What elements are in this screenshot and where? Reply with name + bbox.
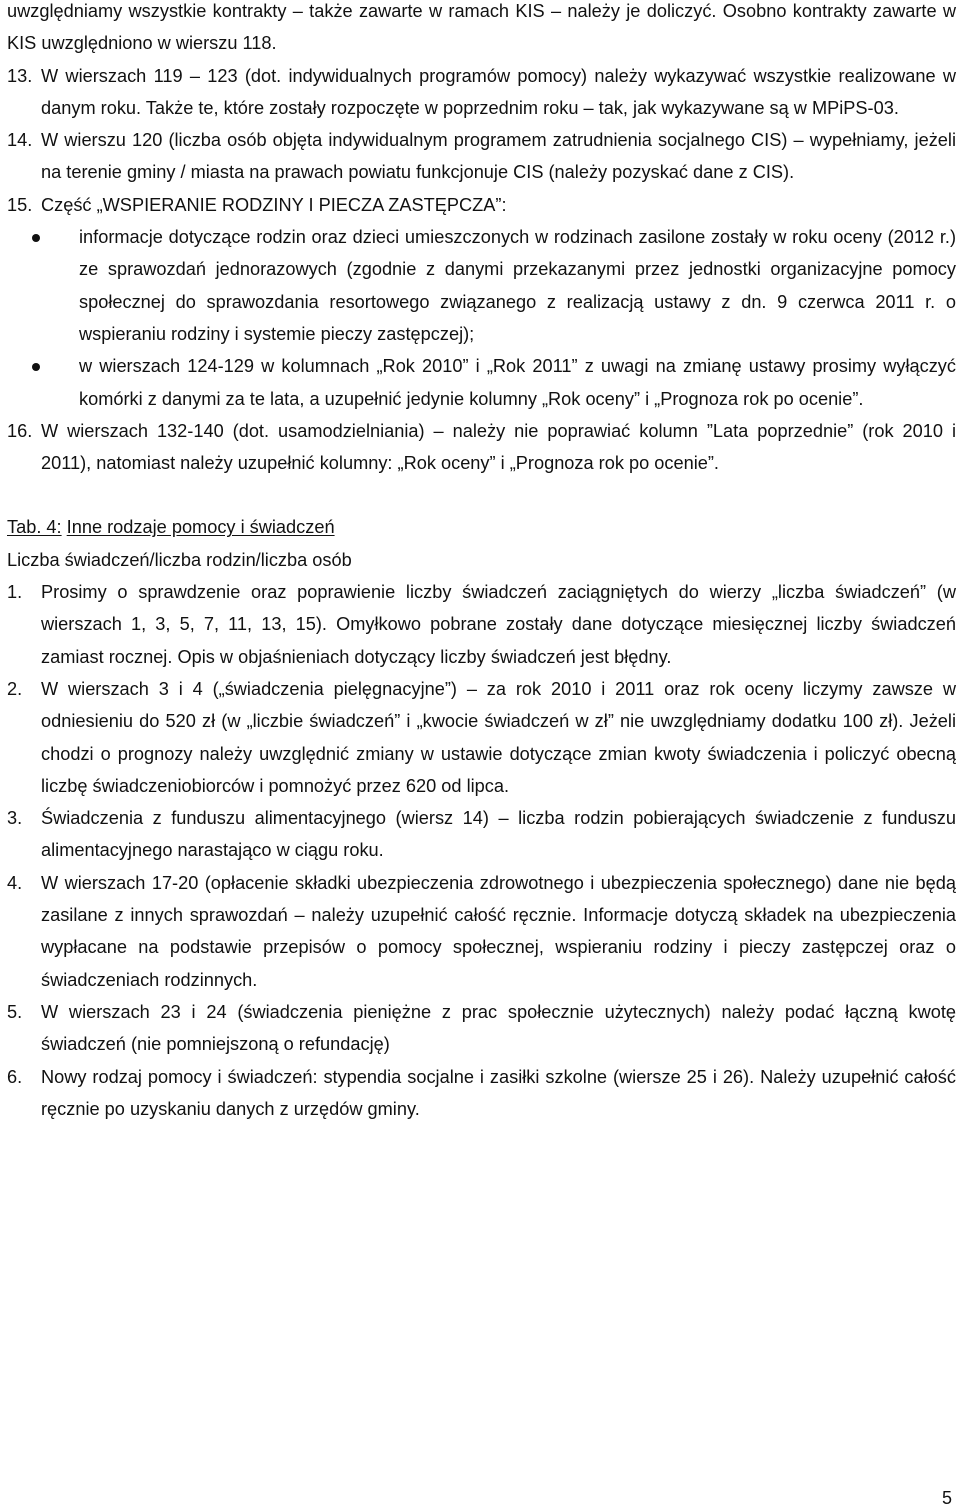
list-number: 1. <box>7 582 23 603</box>
list-number: 5. <box>7 1001 23 1022</box>
table-heading-title: Inne rodzaje pomocy i świadczeń <box>66 517 335 538</box>
list-number: 2. <box>7 678 23 699</box>
continuation-paragraph: uwzględniamy wszystkie kontrakty – także zawarte w ramach KIS – należy je doliczyć. Osobno kontrakty zawarte w KIS uwzględniono w wierszu 118. <box>7 1 956 54</box>
list-item-13 <box>7 60 956 125</box>
document-body <box>7 0 956 1125</box>
bullet-icon <box>32 363 40 371</box>
subheading: Liczba świadczeń/liczba rodzin/liczba osób <box>7 549 352 570</box>
list-text: W wierszu 120 (liczba osób objęta indywidualnym programem zatrudnienia socjalnego CIS) – wypełniamy, jeżeli na terenie gminy / miasta na prawach powiatu funkcjonuje CIS (należy pozyskać dane z CIS). <box>41 130 956 183</box>
page-number: 5 <box>941 1488 952 1508</box>
list-text: W wierszach 3 i 4 („świadczenia pielęgnacyjne”) – za rok 2010 i 2011 oraz rok oceny liczymy zawsze w odniesieniu do 520 zł (w „liczbie świadczeń” i „kwocie świadczeń w zł” nie uwzględniamy dodatku 100 zł). Jeżeli chodzi o prognozy należy uwzględnić zmiany w ustawie dotyczące zmian kwoty świadczenia i policzyć obecną liczbę świadczeniobiorców i pomnożyć przez 620 od lipca. <box>41 678 956 796</box>
list-text: W wierszach 119 – 123 (dot. indywidualnych programów pomocy) należy wykazywać wszystkie realizowane w danym roku. Także te, które zostały rozpoczęte w poprzednim roku – tak, jak wykazywane są w MPiPS-03. <box>41 65 956 118</box>
bullet-text: informacje dotyczące rodzin oraz dzieci umieszczonych w rodzinach zasilone zostały w roku oceny (2012 r.) ze sprawozdań jednorazowych (zgodnie z danymi przekazanymi przez jednostki organizacyjne pomocy społecznej do sprawozdania resortowego związanego z realizacją ustawy z dn. 9 czerwca 2011 r. o wspieraniu rodziny i systemie pieczy zastępczej); <box>79 227 956 344</box>
bullet-item-1 <box>7 221 956 350</box>
list-item-14 <box>7 124 956 189</box>
tab4-item-1 <box>7 576 956 673</box>
section-spacer <box>7 479 956 511</box>
list-number: 4. <box>7 872 23 893</box>
tab4-item-2 <box>7 673 956 802</box>
list-text: Nowy rodzaj pomocy i świadczeń: stypendia socjalne i zasiłki szkolne (wiersze 25 i 26). Należy uzupełnić całość ręcznie po uzyskaniu danych z urzędów gminy. <box>41 1066 956 1119</box>
list-text: W wierszach 132-140 (dot. usamodzielniania) – należy nie poprawiać kolumn ”Lata poprzednie” (rok 2010 i 2011), natomiast należy uzupełnić kolumny: „Rok oceny” i „Prognoza rok po ocenie”. <box>41 420 956 474</box>
tab4-item-5 <box>7 996 956 1061</box>
list-item-16 <box>7 415 956 480</box>
list-number: 14. <box>7 130 33 151</box>
table-heading-prefix: Tab. 4: <box>7 517 62 538</box>
list-number: 6. <box>7 1066 23 1087</box>
list-number: 3. <box>7 808 23 829</box>
bullet-item-2 <box>7 350 956 415</box>
table-heading <box>7 511 956 543</box>
list-text: W wierszach 23 i 24 (świadczenia pieniężne z prac społecznie użytecznych) należy podać łączną kwotę świadczeń (nie pomniejszoną o refundację) <box>41 1001 956 1055</box>
list-number: 13. <box>7 65 33 86</box>
list-number: 16. <box>7 420 33 441</box>
tab4-item-6 <box>7 1061 956 1126</box>
list-text: Część „WSPIERANIE RODZINY I PIECZA ZASTĘPCZA”: <box>41 194 507 215</box>
list-text: Świadczenia z funduszu alimentacyjnego (wiersz 14) – liczba rodzin pobierających świadczenie z funduszu alimentacyjnego narastająco w ciągu roku. <box>41 808 956 861</box>
list-text: W wierszach 17-20 (opłacenie składki ubezpieczenia zdrowotnego i ubezpieczenia społecznego) dane nie będą zasilane z innych sprawozdań – należy uzupełnić całość ręcznie. Informacje dotyczą składek na ubezpieczenia wypłacane na podstawie przepisów o pomocy społecznej, wspieraniu rodziny i pieczy zastępczej oraz o świadczeniach rodzinnych. <box>41 872 956 990</box>
tab4-item-4 <box>7 867 956 996</box>
list-text: Prosimy o sprawdzenie oraz poprawienie liczby świadczeń zaciągniętych do wierzy „liczba świadczeń” (w wierszach 1, 3, 5, 7, 11, 13, 15). Omyłkowo pobrane zostały dane dotyczące miesięcznej liczby świadczeń zamiast rocznej. Opis w objaśnieniach dotyczący liczby świadczeń jest błędny. <box>41 582 956 667</box>
list-number: 15. <box>7 194 33 215</box>
bullet-text: w wierszach 124-129 w kolumnach „Rok 2010” i „Rok 2011” z uwagi na zmianę ustawy prosimy wyłączyć komórki z danymi za te lata, a uzupełnić jedynie kolumny „Rok oceny” i „Prognoza rok po ocenie”. <box>79 356 956 409</box>
tab4-item-3 <box>7 802 956 867</box>
list-item-15 <box>7 189 956 221</box>
bullet-icon <box>32 234 40 242</box>
